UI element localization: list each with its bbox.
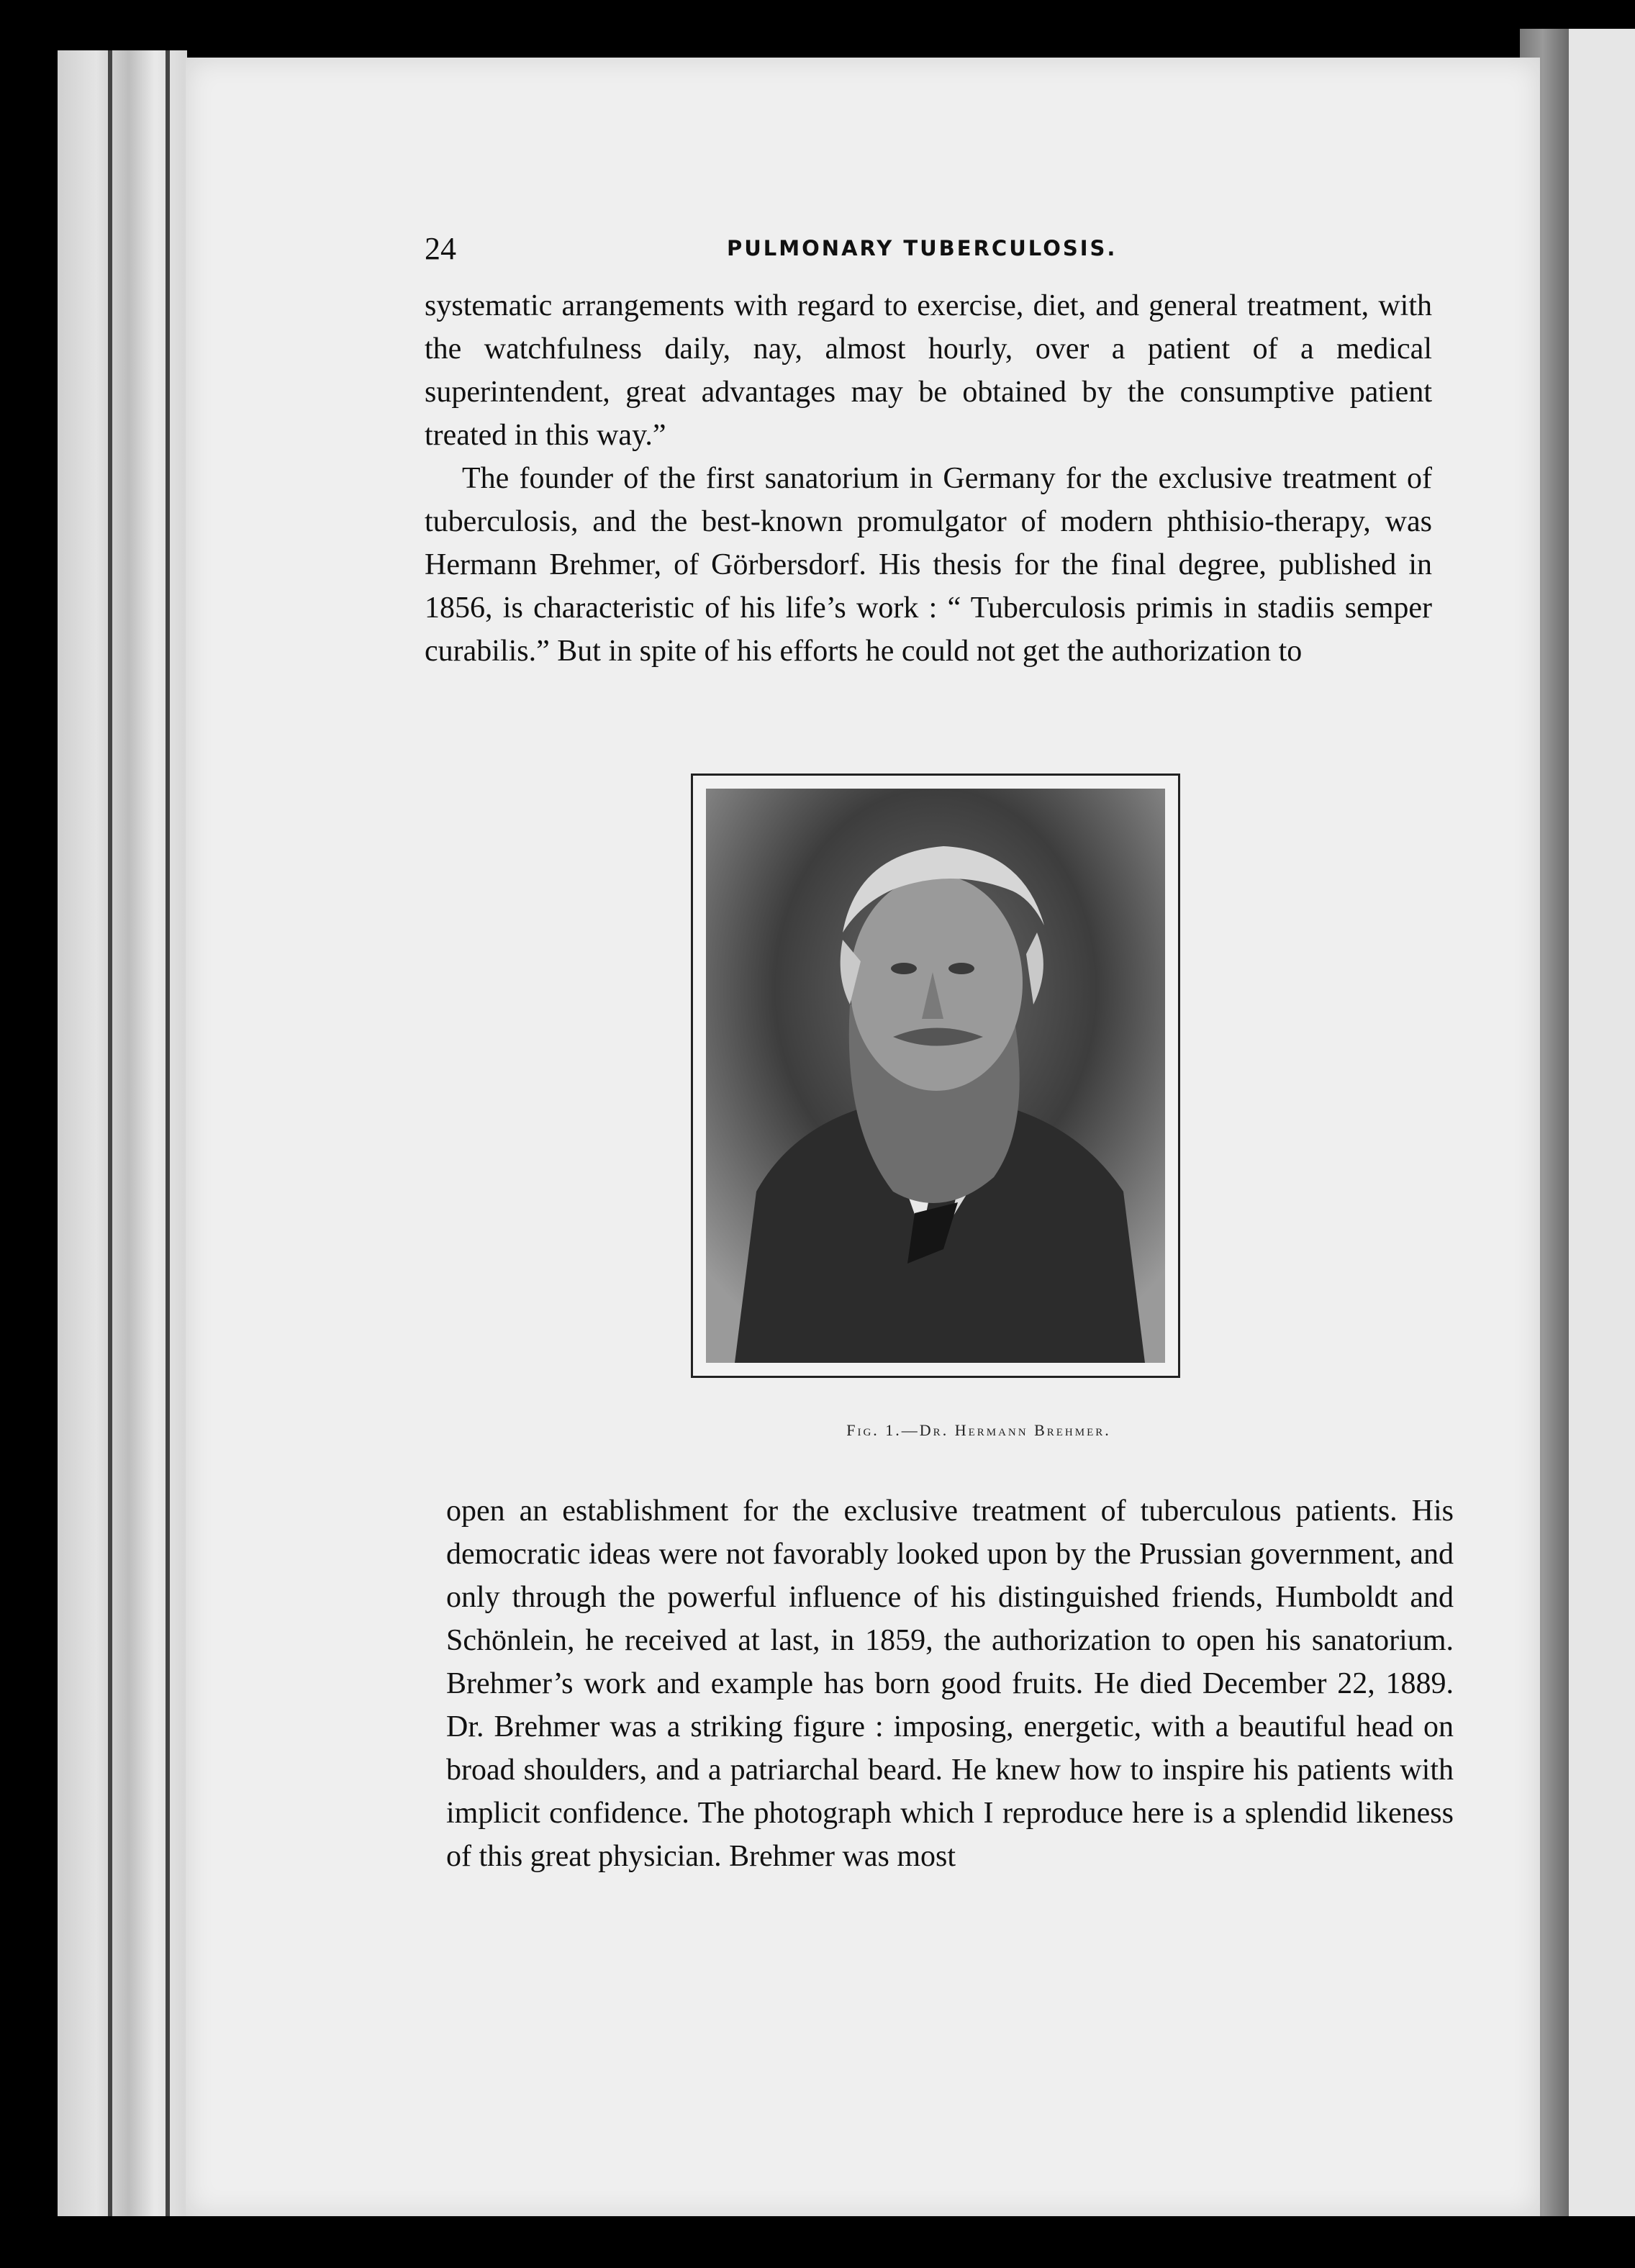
portrait-image	[706, 789, 1165, 1363]
facing-page-edge	[1569, 29, 1635, 2216]
book-edge-line	[166, 50, 170, 2216]
running-head	[425, 230, 1439, 273]
page-number: 24	[425, 231, 456, 266]
paragraph: The founder of the first sanatorium in Germany for the exclusive treatment of tuberculosis, and the best-known promulgator of modern phthisio-therapy, was Hermann Brehmer, of Görbersdorf. His thesis for the final degree, published in 1856, is characteristic of his life’s work : “ Tuberculosis primis in stadiis semper curabilis.” But in spite of his efforts he could not get the authorization to	[425, 462, 1432, 668]
portrait-photograph	[691, 774, 1180, 1378]
portrait-illustration	[706, 789, 1165, 1363]
body-text-bottom	[446, 1489, 1454, 1878]
book-edge-line	[108, 50, 112, 2216]
running-head-title: PULMONARY TUBERCULOSIS.	[727, 236, 1118, 260]
paragraph: systematic arrangements with regard to exercise, diet, and general treatment, with the watchfulness daily, nay, almost hourly, over a patient of a medical superintendent, great advantages may be obtained by the consumptive patient treated in this way.”	[425, 289, 1432, 452]
paragraph: open an establishment for the exclusive treatment of tuberculous patients. His democratic ideas were not favorably looked upon by the Prussian government, and only through the powerful influence of his distinguished friends, Humboldt and Schönlein, he received at last, in 1859, the authorization to open his sanatorium. Brehmer’s work and example has born good fruits. He died December 22, 1889. Dr. Brehmer was a striking figure : imposing, energetic, with a beautiful head on broad shoulders, and a patriarchal beard. He knew how to inspire his patients with implicit confidence. The photograph which I reproduce here is a splendid likeness of this great physician. Brehmer was most	[446, 1494, 1454, 1873]
figure-caption: Fig. 1.—Dr. Hermann Brehmer.	[846, 1421, 1111, 1439]
body-text-top	[425, 284, 1432, 673]
